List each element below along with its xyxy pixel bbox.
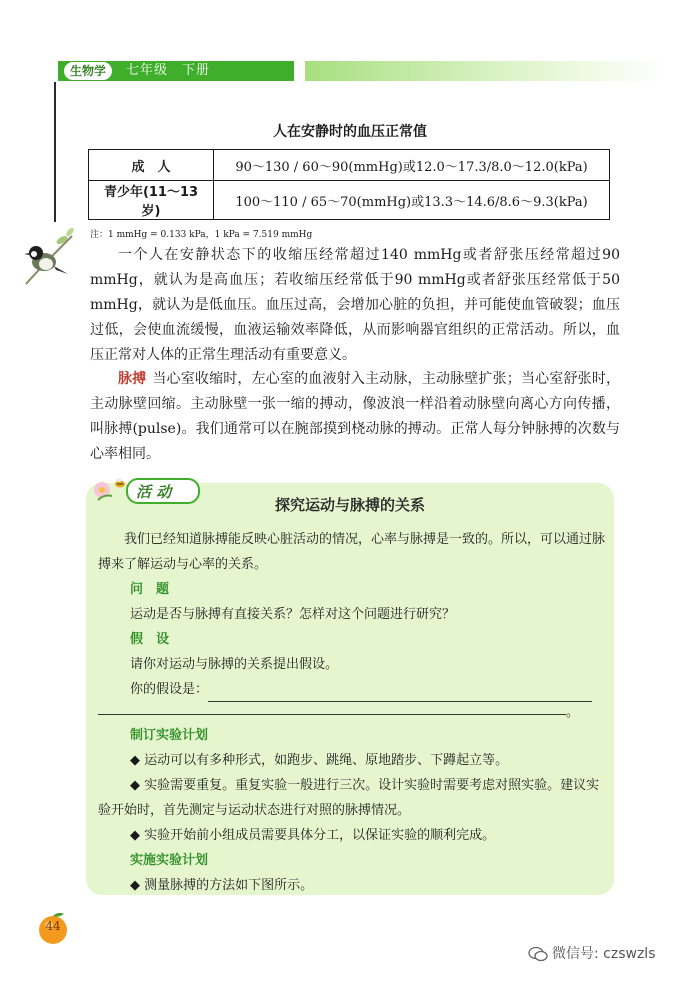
wechat-icon xyxy=(528,946,548,962)
table-title: 人在安静时的血压正常值 xyxy=(273,124,427,140)
activity-title: 探究运动与脉搏的关系 xyxy=(274,496,425,514)
plan-item: ◆ 实验需要重复。重复实验一般进行三次。设计实验时需要考虑对照实验。建议实验开始时，首先测定与运动状态进行对照的脉搏情况。 xyxy=(98,778,600,818)
page-number: 44 xyxy=(45,919,61,933)
pulse-paragraph xyxy=(90,367,620,467)
row-label: 成 人 xyxy=(89,150,214,181)
row-value: 90～130 / 60～90(mmHg)或12.0～17.3/8.0～12.0(kPa) xyxy=(214,150,610,181)
plan-heading: 制订实验计划 xyxy=(130,728,209,743)
hypothesis-prompt: 请你对运动与脉搏的关系提出假设。 xyxy=(130,657,339,672)
row-label: 青少年(11～13岁) xyxy=(89,181,214,220)
hypothesis-heading: 假 设 xyxy=(130,632,170,647)
plan-item: ◆ 实验开始前小组成员需要具体分工，以保证实验的顺利完成。 xyxy=(130,828,496,843)
question-text: 运动是否与脉搏有直接关系？怎样对这个问题进行研究？ xyxy=(130,607,456,622)
activity-label: 活 动 xyxy=(136,483,172,501)
header-bar xyxy=(58,61,294,81)
table-row xyxy=(89,181,610,220)
pulse-text: 当心室收缩时，左心室的血液射入主动脉，主动脉壁扩张；当心室舒张时，主动脉壁回缩。主动脉壁一张一缩的搏动，像波浪一样沿着动脉壁向离心方向传播，叫脉搏(pulse)。我们通常可以在腕部摸到桡动脉的搏动。正常人每分钟脉搏的次数与心率相同。 xyxy=(90,371,621,462)
grade-label: 七年级 下册 xyxy=(126,63,211,78)
execute-item: ◆ 测量脉搏的方法如下图所示。 xyxy=(130,878,314,893)
hypothesis-answer-line-2[interactable] xyxy=(98,714,566,715)
plan-item: ◆ 运动可以有多种形式，如跑步、跳绳、原地踏步、下蹲起立等。 xyxy=(130,753,509,768)
wechat-watermark xyxy=(528,943,656,963)
blood-pressure-table xyxy=(88,149,610,220)
end-mark: 。 xyxy=(566,705,580,720)
table-note: 注：1 mmHg = 0.133 kPa，1 kPa = 7.519 mmHg xyxy=(90,230,313,240)
watermark-text: 微信号: czswzls xyxy=(552,946,656,962)
subject-logo: 生物学 xyxy=(64,62,112,80)
hypothesis-label: 你的假设是： xyxy=(130,682,209,697)
hypothesis-answer-line[interactable] xyxy=(208,685,592,702)
row-value: 100～110 / 65～70(mmHg)或13.3～14.6/8.6～9.3(kPa) xyxy=(214,181,610,220)
activity-intro: 我们已经知道脉搏能反映心脏活动的情况，心率与脉搏是一致的。所以，可以通过脉搏来了解运动与心率的关系。 xyxy=(98,532,606,572)
execute-heading: 实施实验计划 xyxy=(130,853,209,868)
hypothesis-line xyxy=(130,677,606,702)
table-row xyxy=(89,150,610,181)
blood-pressure-paragraph: 一个人在安静状态下的收缩压经常超过140 mmHg或者舒张压经常超过90 mmHg，就认为是高血压；若收缩压经常低于90 mmHg或者舒张压经常低于50 mmHg，就认为是低血压。血压过高，会增加心脏的负担，并可能使血管破裂；血压过低，会使血流缓慢，血液运输效率降低，从而影响器官组织的正常活动。所以，血压正常对人体的正常生理活动有重要意义。 xyxy=(90,247,620,363)
header-gradient-bar xyxy=(305,61,665,81)
bird-icon xyxy=(22,226,78,286)
pulse-term: 脉搏 xyxy=(118,371,147,387)
question-heading: 问 题 xyxy=(130,582,170,597)
margin-rule xyxy=(54,82,56,222)
